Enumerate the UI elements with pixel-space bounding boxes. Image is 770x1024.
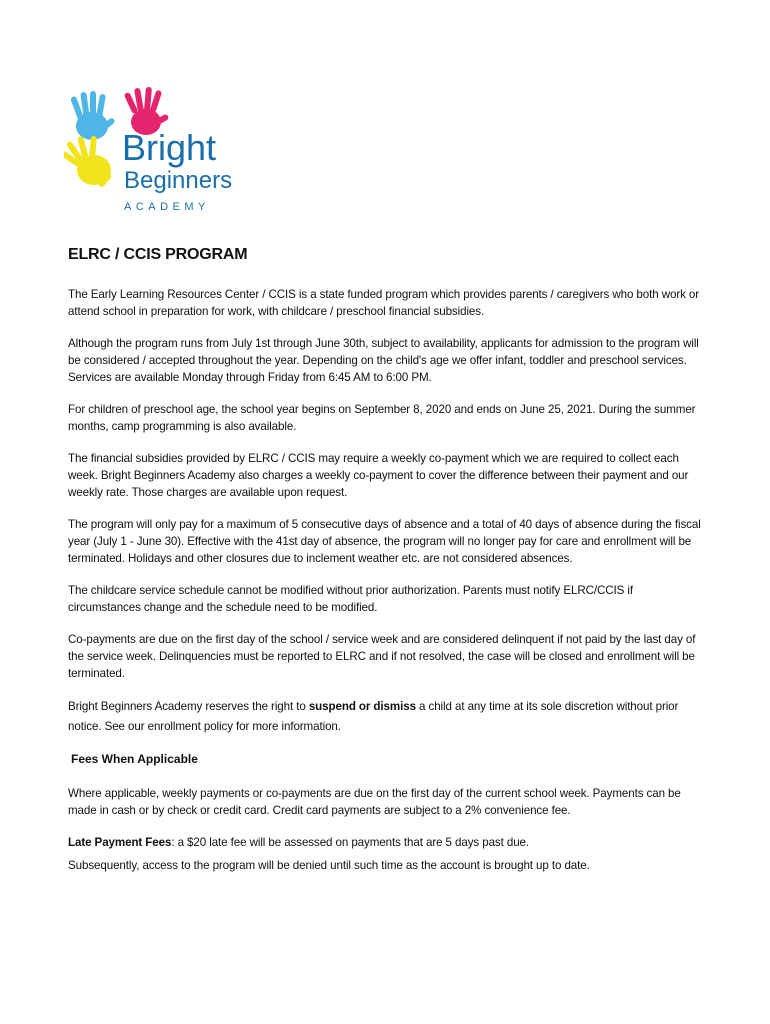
discretion-text-before: Bright Beginners Academy reserves the right to [68,700,309,713]
logo-line3: ACADEMY [124,201,210,213]
page-title: ELRC / CCIS PROGRAM [68,246,248,263]
blue-handprint-icon [70,91,116,140]
paragraph-fees: Where applicable, weekly payments or co-payments are due on the first day of the current school week. Payments can be made in cash or by check or credit card. Credit card payments are subject to a 2% convenience fee. [68,787,681,817]
paragraph-subsidies: The financial subsidies provided by ELRC / CCIS may require a weekly co-payment which we are required to collect each week. Bright Beginners Academy also charges a weekly co-payment to cover the difference between their payment and our weekly rate. Those charges are available upon request. [68,452,689,499]
bright-beginners-logo [64,86,254,218]
yellow-handprint-icon [64,136,112,188]
late-fees-label: Late Payment Fees [68,836,172,849]
logo-line2: Beginners [124,167,233,194]
logo-line1: Bright [122,127,217,168]
paragraph-late-followup: Subsequently, access to the program will be denied until such time as the account is brought up to date. [68,859,590,872]
paragraph-schedule: The childcare service schedule cannot be modified without prior authorization. Parents must notify ELRC/CCIS if circumstances change and the schedule need to be modified. [68,584,633,614]
paragraph-program-dates: Although the program runs from July 1st through June 30th, subject to availability, applicants for admission to the program will be considered / accepted throughout the year. Depending on the child's age we offer infant, toddler and preschool services. Services are available Monday through Friday from 6:45 AM to 6:00 PM. [68,337,699,384]
paragraph-absences: The program will only pay for a maximum of 5 consecutive days of absence and a total of 40 days of absence during the fiscal year (July 1 - June 30). Effective with the 41st day of absence, the program will no longer pay for care and enrollment will be terminated. Holidays and other closures due to inclement weather etc. are not considered absences. [68,518,701,565]
document-body [68,246,708,889]
discretion-bold: suspend or dismiss [308,700,416,713]
paragraph-school-year: For children of preschool age, the school year begins on September 8, 2020 and ends on June 25, 2021. During the summer months, camp programming is also available. [68,403,696,433]
discretion-text-after: a child at any time at its sole discretion without prior notice. See our enrollment policy for more information. [68,700,679,733]
paragraph-intro: The Early Learning Resources Center / CCIS is a state funded program which provides parents / caregivers who both work or attend school in preparation for work, with childcare / preschool financial subsidies. [68,288,700,318]
late-fees-text: : a $20 late fee will be assessed on payments that are 5 days past due. [171,836,530,849]
fees-heading: Fees When Applicable [71,752,198,766]
paragraph-late-fees [68,834,708,851]
paragraph-copayments: Co-payments are due on the first day of the school / service week and are considered delinquent if not paid by the last day of the service week. Delinquencies must be reported to ELRC and if not resolved, the case will be closed and enrollment will be terminated. [68,633,696,680]
paragraph-discretion [68,697,708,737]
